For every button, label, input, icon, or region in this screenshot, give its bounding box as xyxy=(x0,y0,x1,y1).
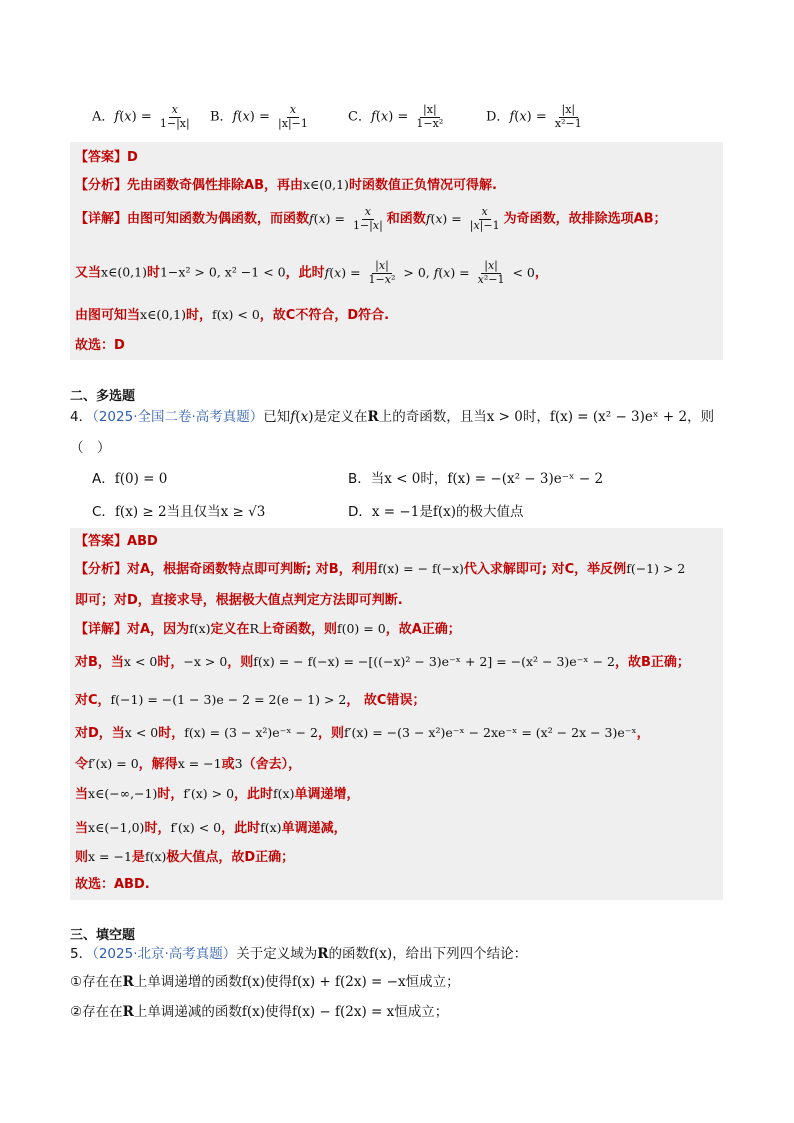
fraction xyxy=(157,104,193,130)
text: 对B，当 xyxy=(75,655,124,670)
text: 上单调递减的函数 xyxy=(133,1004,242,1020)
text: 定义在 xyxy=(210,622,250,637)
denominator: 1−x² xyxy=(416,116,444,130)
math: x > 0 xyxy=(486,409,523,425)
text: 和函数 xyxy=(386,211,426,227)
text: 上奇函数，则 xyxy=(258,622,337,637)
text: 先由函数奇偶性排除AB，再由 xyxy=(127,178,303,193)
denominator: 1−|x| xyxy=(159,116,190,130)
q4-option-d xyxy=(348,500,523,520)
text: 或 xyxy=(221,757,235,772)
text: ②存在在 xyxy=(70,1004,123,1020)
text: 是 xyxy=(419,504,433,520)
detail-line-4 xyxy=(75,722,650,741)
text: 恒成立； xyxy=(405,974,460,990)
section-heading-fill: 三、填空题 xyxy=(70,928,136,943)
math: x = −1 xyxy=(88,849,132,864)
text: 已知 xyxy=(263,409,291,425)
choose-line: 故选：D xyxy=(75,338,125,353)
q4-paren: （ ） xyxy=(70,440,111,456)
text: 使得 xyxy=(265,974,292,990)
text: 为奇函数，故排除选项AB； xyxy=(503,211,667,227)
math: f(x) xyxy=(273,786,295,801)
text: 单调递增， xyxy=(294,787,360,802)
text: ，故B正确； xyxy=(614,655,690,670)
text: 时， xyxy=(158,726,185,741)
text: ，则 xyxy=(687,409,715,425)
section-heading-multi: 二、多选题 xyxy=(70,389,136,404)
text: ，则 xyxy=(317,726,344,741)
numerator: |x| xyxy=(559,104,579,118)
answer-line xyxy=(75,146,138,165)
text: 当且仅当 xyxy=(166,504,221,520)
fraction xyxy=(413,104,446,130)
text: （舍去）， xyxy=(242,757,302,772)
text: ，故A正确； xyxy=(385,622,461,637)
q4-option-a xyxy=(92,467,167,487)
numerator: x xyxy=(287,104,299,118)
text: ，则 xyxy=(227,655,254,670)
math: f(x) = (x² − 3)eˣ + 2 xyxy=(549,409,688,425)
text: 对D，当 xyxy=(75,726,125,741)
q4-solution-block xyxy=(70,528,723,900)
math: f(x) xyxy=(290,409,314,425)
math: x∈(0,1) xyxy=(303,177,349,192)
text: 时， xyxy=(144,821,171,836)
math: x ≥ √3 xyxy=(220,504,266,520)
text: 恒成立； xyxy=(394,1004,449,1020)
option-label: D． xyxy=(348,504,372,520)
text: 时， xyxy=(420,471,448,487)
analysis-tag: 【分析】 xyxy=(75,562,128,577)
question-source: （2025·北京·高考真题） xyxy=(92,946,237,962)
analysis-line-1 xyxy=(75,558,685,577)
option-label: C． xyxy=(348,109,371,125)
text: 又当 xyxy=(75,265,102,281)
detail-tag: 【详解】 xyxy=(75,622,128,637)
text: 的函数 xyxy=(328,946,370,962)
math: x = −1 xyxy=(371,504,420,520)
option-label: B． xyxy=(210,109,233,125)
text: 上的奇函数，且当 xyxy=(378,409,487,425)
math: f(x) = − f(−x) = −[((−x)² − 3)e⁻ˣ + 2] = −(x² − 3)e⁻ˣ − 2 xyxy=(253,654,615,669)
text: 上单调递增的函数 xyxy=(133,974,242,990)
option-c: C．f(x) = $\frac{|x|}{\text{1−x²}}$ xyxy=(348,104,447,130)
math: x∈(−1,0) xyxy=(88,820,145,835)
text: 对A，因为 xyxy=(127,622,190,637)
text: 时， xyxy=(185,308,212,323)
text: 对C， xyxy=(75,693,111,708)
option-label: A． xyxy=(92,109,115,125)
text: 的极大值点 xyxy=(455,504,524,520)
math: x < 0 xyxy=(124,725,159,740)
option-label: A． xyxy=(92,471,115,487)
math: x < 0 xyxy=(384,471,421,487)
text: 极大值点，故D正确； xyxy=(166,850,295,865)
math: f(x) xyxy=(260,820,282,835)
text: 使得 xyxy=(265,1004,292,1020)
math: f(x) = −(x² − 3)e⁻ˣ − 2 xyxy=(447,471,604,487)
text: ，此时 xyxy=(285,265,325,281)
math: f′(x) = 0 xyxy=(88,756,139,771)
question-number: 4． xyxy=(70,409,93,425)
math: f′(x) = −(3 − x²)e⁻ˣ − 2xe⁻ˣ = (x² − 2x − 3)e⁻ˣ xyxy=(343,725,637,740)
detail-line-8 xyxy=(75,846,294,865)
math: 3 xyxy=(234,756,243,771)
answer-line xyxy=(75,530,158,549)
math: f(x) ≥ 2 xyxy=(114,504,167,520)
text: 关于定义域为 xyxy=(236,946,318,962)
math: f(x) xyxy=(189,621,211,636)
detail-line-2 xyxy=(75,651,690,670)
text: 由图可知函数为偶函数，而函数 xyxy=(127,211,310,227)
choose-line: 故选：ABD. xyxy=(75,877,150,892)
math: f(x) − f(2x) = x xyxy=(292,1004,395,1020)
text: ， xyxy=(636,726,650,741)
text: ， 故C错误； xyxy=(346,693,426,708)
detail-line-1 xyxy=(75,618,461,637)
math: f(x) xyxy=(144,849,167,864)
answer-tag: 【答案】 xyxy=(75,150,128,165)
math: x < 0 xyxy=(123,654,158,669)
text: 令 xyxy=(75,757,89,772)
q5-conclusion-2 xyxy=(70,1000,448,1020)
text: 是 xyxy=(131,850,145,865)
text: 时函数值正负情况可得解. xyxy=(348,178,497,193)
detail-line-6 xyxy=(75,783,360,802)
detail-line-2: 又当x∈(0,1)时1−x² > 0, x² −1 < 0，此时f(x) = $\frac{|x|}{\text{1−x²}}$ > 0, f(x) = $\frac{|x|}{\text{x²−1}}$ < 0， xyxy=(75,259,548,286)
option-label: D． xyxy=(486,109,510,125)
math: f(x) xyxy=(241,974,265,990)
math: f′(x) > 0 xyxy=(183,786,235,801)
math: −x > 0 xyxy=(183,654,228,669)
detail-line-3 xyxy=(75,304,389,323)
math: x = −1 xyxy=(177,756,222,771)
text: 单调递减， xyxy=(281,821,347,836)
answer-tag: 【答案】 xyxy=(75,534,128,549)
text: 是定义在 xyxy=(313,409,368,425)
detail-line-3 xyxy=(75,689,425,708)
text: 对A，根据奇函数特点即可判断; 对B，利用 xyxy=(127,562,378,577)
text: ，此时 xyxy=(234,787,274,802)
detail-tag: 【详解】 xyxy=(75,211,128,227)
option-b: B．f(x) = $\frac{x}{|x|-1}$ xyxy=(210,104,312,130)
text: 由图可知当 xyxy=(75,308,141,323)
detail-line-5 xyxy=(75,753,301,772)
math: x∈(0,1) xyxy=(101,264,147,280)
q4-option-b xyxy=(348,467,603,487)
option-label: B．当 xyxy=(348,471,385,487)
q5-conclusion-1 xyxy=(70,970,460,990)
denominator: |x|−1 xyxy=(278,116,308,130)
math: f(−1) > 2 xyxy=(626,561,686,576)
text: ，此时 xyxy=(221,821,261,836)
denominator: x²−1 xyxy=(554,116,582,130)
detail-line-7 xyxy=(75,817,347,836)
option-label: C． xyxy=(92,504,115,520)
text: 时 xyxy=(146,265,160,281)
text: 时， xyxy=(157,655,184,670)
analysis-tag: 【分析】 xyxy=(75,178,128,193)
math: f(x) xyxy=(241,1004,265,1020)
q4-stem xyxy=(70,405,714,425)
answer-value: D xyxy=(127,150,138,165)
math: f(x) xyxy=(432,504,456,520)
question-number: 5． xyxy=(70,946,93,962)
text: 代入求解即可; 对C，举反例 xyxy=(463,562,627,577)
q5-stem xyxy=(70,942,527,962)
math: x∈(−∞,−1) xyxy=(88,786,158,801)
detail-line-1 xyxy=(75,206,667,232)
math: R xyxy=(317,946,329,962)
text: 当 xyxy=(75,821,89,836)
math: R xyxy=(122,974,134,990)
math: f′(x) < 0 xyxy=(170,820,222,835)
text: 当 xyxy=(75,787,89,802)
math: f(x) = $\frac{x}{1-|x|}$ xyxy=(309,205,383,232)
text: ，解得 xyxy=(138,757,178,772)
text: ，故C不符合，D符合. xyxy=(259,308,390,323)
math: R xyxy=(122,1004,134,1020)
q4-option-c xyxy=(92,500,265,520)
text: ①存在在 xyxy=(70,974,123,990)
math: f(0) = 0 xyxy=(336,621,386,636)
math: f(−1) = −(1 − 3)e − 2 = 2(e − 1) > 2 xyxy=(110,692,347,707)
fraction xyxy=(275,104,311,130)
analysis-line xyxy=(75,174,497,193)
option-a: A．f(x) = $\frac{x}{1-|x|}$ xyxy=(92,104,194,130)
math: f(x) + f(2x) = −x xyxy=(292,974,406,990)
math: f(0) = 0 xyxy=(114,471,168,487)
math: 1−x² > 0, x² −1 < 0 xyxy=(159,264,286,280)
math: f(x) < 0 xyxy=(211,307,260,322)
text: 时， xyxy=(157,787,184,802)
text: ，给出下列四个结论： xyxy=(392,946,528,962)
question-source: （2025·全国二卷·高考真题） xyxy=(92,409,264,425)
answer-value: ABD xyxy=(127,534,158,549)
math: f(x) = $\frac{|x|}{\text{1−x²}}$ > 0, f(x) = $\frac{|x|}{\text{x²−1}}$ < 0 xyxy=(324,259,535,286)
analysis-line-2: 即可；对D，直接求导，根据极大值点判定方法即可判断. xyxy=(75,593,403,608)
math: R xyxy=(367,409,379,425)
math: R xyxy=(249,621,259,636)
math: x∈(0,1) xyxy=(140,307,186,322)
q3-solution-block xyxy=(70,142,723,360)
option-d: D．f(x) = $\frac{|x|}{\text{x²−1}}$ xyxy=(486,104,586,130)
math: f(x) xyxy=(369,946,393,962)
math: f(x) = (3 − x²)e⁻ˣ − 2 xyxy=(184,725,318,740)
numerator: x xyxy=(169,104,181,118)
text: 时， xyxy=(522,409,550,425)
math: f(x) = − f(−x) xyxy=(377,561,464,576)
fraction xyxy=(552,104,585,130)
math: f(x) = $\frac{x}{|x|-1}$ xyxy=(425,205,500,232)
numerator: |x| xyxy=(420,104,440,118)
text: 则 xyxy=(75,850,89,865)
